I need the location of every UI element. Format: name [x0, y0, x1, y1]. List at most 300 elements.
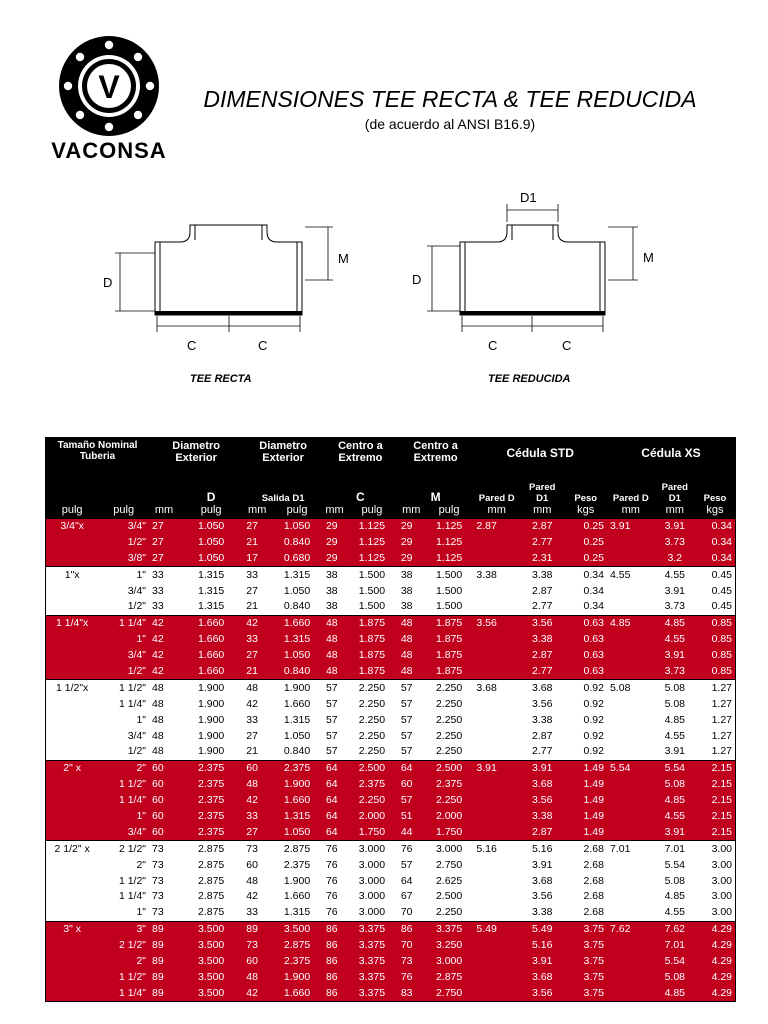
- header-units-row: [46, 504, 736, 519]
- table-cell: 89: [149, 921, 179, 937]
- table-cell: 27: [243, 583, 271, 599]
- table-cell: 60: [149, 809, 179, 825]
- table-cell: 1 1/2": [98, 969, 149, 985]
- table-cell: 2 1/2" x: [46, 841, 99, 857]
- table-cell: [46, 857, 99, 873]
- table-cell: 2.375: [271, 857, 323, 873]
- table-cell: 48: [243, 680, 271, 696]
- table-cell: 1.315: [179, 599, 243, 615]
- table-cell: 1.125: [346, 550, 398, 566]
- table-cell: 2.31: [520, 550, 565, 566]
- table-cell: 57: [323, 696, 346, 712]
- table-cell: 1.315: [271, 632, 323, 648]
- table-cell: 70: [398, 905, 425, 921]
- table-cell: 3.38: [520, 809, 565, 825]
- table-cell: 0.92: [565, 712, 607, 728]
- table-row: [46, 744, 736, 760]
- table-cell: 2.625: [425, 873, 474, 889]
- table-cell: 2.250: [425, 680, 474, 696]
- tee-reducida-diagram: [400, 180, 680, 360]
- table-cell: 2.68: [565, 873, 607, 889]
- table-cell: 57: [398, 744, 425, 760]
- table-cell: 1.050: [271, 824, 323, 840]
- table-row: [46, 841, 736, 857]
- table-cell: 3.00: [695, 857, 736, 873]
- table-cell: 89: [149, 938, 179, 954]
- table-cell: 1.750: [346, 824, 398, 840]
- table-cell: [607, 954, 655, 970]
- header-pared-d1-xs: Pared D1: [655, 482, 695, 504]
- table-cell: 64: [323, 824, 346, 840]
- table-cell: 57: [323, 744, 346, 760]
- table-cell: 3.91: [655, 583, 695, 599]
- table-cell: 2.250: [425, 696, 474, 712]
- table-cell: 67: [398, 889, 425, 905]
- header-diam-ext: Diametro Exterior: [149, 438, 243, 482]
- table-cell: 0.63: [565, 615, 607, 631]
- table-cell: 2.250: [425, 728, 474, 744]
- table-cell: 0.34: [565, 599, 607, 615]
- table-cell: 3.38: [520, 905, 565, 921]
- table-cell: 2.000: [346, 809, 398, 825]
- table-row: [46, 712, 736, 728]
- table-cell: 5.08: [655, 777, 695, 793]
- table-cell: 2.875: [179, 857, 243, 873]
- table-cell: 2.250: [346, 744, 398, 760]
- table-cell: 1 1/4": [98, 696, 149, 712]
- table-cell: 2.750: [425, 857, 474, 873]
- table-cell: [46, 824, 99, 840]
- table-cell: 4.85: [655, 985, 695, 1001]
- table-cell: 2.875: [179, 841, 243, 857]
- table-cell: 1.660: [271, 985, 323, 1001]
- table-cell: 2.375: [179, 760, 243, 776]
- table-cell: 0.34: [695, 550, 736, 566]
- table-cell: 2.15: [695, 777, 736, 793]
- table-cell: 3.56: [473, 615, 520, 631]
- table-cell: 2.87: [520, 583, 565, 599]
- table-cell: 73: [243, 841, 271, 857]
- table-cell: 3.68: [520, 969, 565, 985]
- table-cell: 2.68: [565, 889, 607, 905]
- table-row: [46, 777, 736, 793]
- table-cell: 3.00: [695, 841, 736, 857]
- table-cell: 3.000: [346, 857, 398, 873]
- header-salida-d1: Salida D1: [243, 482, 323, 504]
- table-cell: 0.45: [695, 583, 736, 599]
- table-cell: 1.875: [425, 648, 474, 664]
- table-cell: 3.500: [271, 921, 323, 937]
- table-cell: 33: [243, 632, 271, 648]
- table-cell: 4.85: [655, 712, 695, 728]
- table-cell: 5.16: [520, 938, 565, 954]
- table-cell: 2.68: [565, 857, 607, 873]
- table-cell: 3.2: [655, 550, 695, 566]
- tee-reducida-caption: TEE REDUCIDA: [488, 373, 571, 385]
- table-cell: [473, 550, 520, 566]
- table-cell: 3.73: [655, 664, 695, 680]
- table-cell: 27: [243, 518, 271, 534]
- table-cell: 1.900: [179, 680, 243, 696]
- table-cell: 3.500: [179, 954, 243, 970]
- table-cell: 0.45: [695, 567, 736, 583]
- table-cell: [46, 550, 99, 566]
- table-cell: 0.63: [565, 648, 607, 664]
- table-cell: 48: [149, 680, 179, 696]
- table-cell: [473, 969, 520, 985]
- svg-text:D: D: [103, 275, 113, 290]
- table-cell: 2.375: [271, 954, 323, 970]
- table-cell: 86: [398, 921, 425, 937]
- table-cell: 0.92: [565, 728, 607, 744]
- header-centro-1: Centro a Extremo: [323, 438, 398, 482]
- dimensions-table: [45, 437, 736, 1002]
- table-cell: [473, 857, 520, 873]
- table-cell: 4.55: [607, 567, 655, 583]
- table-cell: 4.85: [607, 615, 655, 631]
- table-cell: 42: [149, 632, 179, 648]
- table-cell: [46, 599, 99, 615]
- table-cell: 33: [243, 567, 271, 583]
- table-cell: [473, 954, 520, 970]
- table-cell: 3.000: [346, 889, 398, 905]
- table-cell: 57: [323, 728, 346, 744]
- table-cell: 29: [323, 534, 346, 550]
- table-cell: [473, 583, 520, 599]
- unit-header: pulg: [346, 504, 398, 519]
- table-cell: 2.375: [179, 793, 243, 809]
- table-cell: [46, 793, 99, 809]
- table-cell: 33: [149, 583, 179, 599]
- table-cell: [46, 938, 99, 954]
- table-cell: 3.500: [179, 969, 243, 985]
- table-cell: 1.49: [565, 777, 607, 793]
- table-cell: 1.125: [346, 534, 398, 550]
- table-cell: [607, 777, 655, 793]
- table-cell: 0.85: [695, 648, 736, 664]
- table-cell: 1 1/4": [98, 985, 149, 1001]
- table-cell: 7.62: [607, 921, 655, 937]
- table-cell: 3.68: [520, 873, 565, 889]
- table-cell: 5.08: [655, 873, 695, 889]
- table-cell: 64: [323, 793, 346, 809]
- table-cell: [607, 696, 655, 712]
- header-row-1: [46, 438, 736, 482]
- table-cell: 3": [98, 921, 149, 937]
- svg-text:V: V: [98, 69, 120, 105]
- table-cell: 1.900: [271, 777, 323, 793]
- table-cell: 3/4": [98, 824, 149, 840]
- table-cell: [46, 583, 99, 599]
- table-cell: 3.38: [520, 632, 565, 648]
- header-cedula-std: Cédula STD: [473, 438, 607, 482]
- table-cell: 3.56: [520, 696, 565, 712]
- table-cell: 3.375: [346, 969, 398, 985]
- table-cell: 73: [243, 938, 271, 954]
- table-cell: [607, 599, 655, 615]
- table-cell: 64: [398, 760, 425, 776]
- table-cell: [473, 777, 520, 793]
- table-cell: 4.85: [655, 615, 695, 631]
- table-cell: 1.660: [271, 889, 323, 905]
- unit-header: pulg: [46, 504, 99, 519]
- table-cell: [607, 632, 655, 648]
- table-cell: 1.125: [425, 534, 474, 550]
- table-cell: 3.38: [473, 567, 520, 583]
- table-cell: 70: [398, 938, 425, 954]
- table-cell: 3.75: [565, 921, 607, 937]
- table-cell: 0.92: [565, 680, 607, 696]
- table-cell: 2.000: [425, 809, 474, 825]
- table-cell: 3.38: [520, 567, 565, 583]
- table-cell: 73: [149, 905, 179, 921]
- table-cell: 1.27: [695, 728, 736, 744]
- table-cell: 48: [398, 648, 425, 664]
- table-cell: 7.01: [655, 938, 695, 954]
- table-cell: [473, 985, 520, 1001]
- table-cell: 0.840: [271, 664, 323, 680]
- table-cell: 1": [98, 905, 149, 921]
- table-cell: 3.91: [520, 857, 565, 873]
- table-cell: 42: [149, 615, 179, 631]
- table-cell: [473, 599, 520, 615]
- table-cell: 3/4": [98, 648, 149, 664]
- table-cell: 1 1/4"x: [46, 615, 99, 631]
- table-cell: 3/8": [98, 550, 149, 566]
- table-cell: 2": [98, 760, 149, 776]
- table-cell: 76: [323, 841, 346, 857]
- table-cell: [46, 954, 99, 970]
- table-cell: 1.315: [271, 567, 323, 583]
- table-row: [46, 728, 736, 744]
- table-cell: 1.900: [179, 696, 243, 712]
- table-cell: 0.85: [695, 615, 736, 631]
- table-cell: 89: [243, 921, 271, 937]
- table-cell: 89: [149, 985, 179, 1001]
- table-cell: 2" x: [46, 760, 99, 776]
- table-row: [46, 857, 736, 873]
- table-cell: 48: [323, 615, 346, 631]
- table-cell: 3.500: [179, 921, 243, 937]
- table-cell: 1.125: [346, 518, 398, 534]
- table-row: [46, 632, 736, 648]
- table-cell: [46, 534, 99, 550]
- table-cell: 33: [149, 567, 179, 583]
- table-cell: [607, 550, 655, 566]
- table-cell: 86: [323, 921, 346, 937]
- table-cell: 38: [323, 567, 346, 583]
- table-cell: 1": [98, 567, 149, 583]
- table-cell: 33: [243, 905, 271, 921]
- unit-header: mm: [520, 504, 565, 519]
- table-cell: 76: [323, 905, 346, 921]
- table-cell: 1": [98, 632, 149, 648]
- table-cell: 1 1/4": [98, 889, 149, 905]
- table-row: [46, 954, 736, 970]
- table-cell: 89: [149, 969, 179, 985]
- table-cell: 4.55: [655, 632, 695, 648]
- table-cell: 2.250: [425, 744, 474, 760]
- table-cell: 3.00: [695, 905, 736, 921]
- table-cell: 38: [323, 599, 346, 615]
- page-title: DIMENSIONES TEE RECTA & TEE REDUCIDA: [203, 86, 697, 112]
- table-cell: 21: [243, 664, 271, 680]
- svg-text:C: C: [488, 338, 498, 353]
- table-cell: 60: [398, 777, 425, 793]
- table-cell: 2.250: [425, 905, 474, 921]
- svg-text:M: M: [643, 250, 654, 265]
- table-cell: [46, 889, 99, 905]
- unit-header: pulg: [271, 504, 323, 519]
- table-cell: 2.77: [520, 534, 565, 550]
- svg-text:D1: D1: [520, 190, 537, 205]
- table-cell: 2.500: [346, 760, 398, 776]
- unit-header: pulg: [98, 504, 149, 519]
- tee-recta-caption: TEE RECTA: [190, 373, 252, 385]
- table-row: [46, 760, 736, 776]
- table-cell: [46, 777, 99, 793]
- table-cell: 1.27: [695, 744, 736, 760]
- table-cell: [607, 889, 655, 905]
- table-cell: 3.56: [520, 615, 565, 631]
- table-cell: 48: [323, 632, 346, 648]
- svg-text:C: C: [562, 338, 572, 353]
- table-cell: 2.250: [425, 712, 474, 728]
- table-cell: 60: [243, 954, 271, 970]
- table-cell: 5.54: [655, 760, 695, 776]
- table-row: [46, 696, 736, 712]
- table-cell: 5.08: [655, 680, 695, 696]
- table-cell: 2.875: [271, 938, 323, 954]
- table-cell: 5.54: [607, 760, 655, 776]
- table-cell: [46, 648, 99, 664]
- svg-text:C: C: [258, 338, 268, 353]
- table-cell: 38: [398, 599, 425, 615]
- table-cell: 3/4"x: [46, 518, 99, 534]
- table-cell: 4.55: [655, 809, 695, 825]
- page-subtitle: (de acuerdo al ANSI B16.9): [364, 116, 536, 132]
- table-cell: [607, 873, 655, 889]
- unit-header: kgs: [695, 504, 736, 519]
- table-cell: 76: [323, 873, 346, 889]
- table-cell: 1.900: [271, 873, 323, 889]
- table-cell: 3.375: [346, 985, 398, 1001]
- table-cell: 1.49: [565, 824, 607, 840]
- table-cell: [473, 664, 520, 680]
- table-cell: 3.56: [520, 889, 565, 905]
- table-cell: 0.34: [695, 534, 736, 550]
- table-cell: 21: [243, 599, 271, 615]
- table-cell: 76: [398, 841, 425, 857]
- table-row: [46, 680, 736, 696]
- table-cell: 1 1/2": [98, 873, 149, 889]
- table-cell: 2.15: [695, 760, 736, 776]
- table-cell: 3.91: [520, 954, 565, 970]
- table-cell: 51: [398, 809, 425, 825]
- table-cell: 1.500: [346, 599, 398, 615]
- header-pared-d1: Pared D1: [520, 482, 565, 504]
- table-cell: 2": [98, 954, 149, 970]
- table-cell: [607, 648, 655, 664]
- table-cell: [473, 534, 520, 550]
- table-cell: 3.75: [565, 985, 607, 1001]
- table-cell: 1": [98, 809, 149, 825]
- table-cell: 0.25: [565, 550, 607, 566]
- table-cell: 1.49: [565, 760, 607, 776]
- table-cell: [473, 938, 520, 954]
- table-cell: 76: [398, 969, 425, 985]
- table-cell: [473, 696, 520, 712]
- table-cell: 1.875: [425, 632, 474, 648]
- table-cell: [607, 664, 655, 680]
- table-cell: 48: [398, 632, 425, 648]
- table-cell: 1 1/4": [98, 615, 149, 631]
- table-row: [46, 583, 736, 599]
- table-cell: 1/2": [98, 664, 149, 680]
- table-cell: 2.250: [346, 728, 398, 744]
- table-cell: 2.875: [179, 873, 243, 889]
- table-cell: 1.49: [565, 809, 607, 825]
- table-cell: 2.68: [565, 905, 607, 921]
- table-cell: 42: [149, 664, 179, 680]
- table-row: [46, 905, 736, 921]
- table-cell: 1.660: [179, 648, 243, 664]
- header-cedula-xs: Cédula XS: [607, 438, 736, 482]
- table-cell: 3.38: [520, 712, 565, 728]
- table-cell: 2.500: [425, 760, 474, 776]
- table-cell: 2": [98, 857, 149, 873]
- table-cell: 3.00: [695, 873, 736, 889]
- table-cell: 2.250: [346, 680, 398, 696]
- table-cell: 42: [243, 985, 271, 1001]
- table-cell: 33: [243, 712, 271, 728]
- table-cell: 4.29: [695, 969, 736, 985]
- table-cell: 4.29: [695, 985, 736, 1001]
- table-cell: 1.050: [271, 518, 323, 534]
- table-cell: 57: [398, 728, 425, 744]
- table-cell: 3.68: [520, 777, 565, 793]
- table-cell: 1.050: [179, 518, 243, 534]
- header-tamano: Tamaño Nominal Tuberia: [46, 438, 150, 482]
- table-cell: 3.75: [565, 938, 607, 954]
- table-cell: 2.875: [425, 969, 474, 985]
- table-cell: 73: [149, 889, 179, 905]
- table-cell: 2.375: [179, 777, 243, 793]
- table-cell: 60: [149, 793, 179, 809]
- table-cell: [46, 809, 99, 825]
- table-cell: [607, 857, 655, 873]
- table-cell: 1"x: [46, 567, 99, 583]
- table-cell: 2.875: [271, 841, 323, 857]
- table-cell: 1.660: [179, 664, 243, 680]
- table-cell: 48: [243, 873, 271, 889]
- unit-header: mm: [149, 504, 179, 519]
- table-cell: 42: [243, 889, 271, 905]
- table-cell: [473, 905, 520, 921]
- table-cell: 4.55: [655, 905, 695, 921]
- table-cell: 3.68: [520, 680, 565, 696]
- table-row: [46, 567, 736, 583]
- table-cell: 2.68: [565, 841, 607, 857]
- table-cell: [607, 969, 655, 985]
- table-cell: 0.63: [565, 632, 607, 648]
- table-cell: 27: [243, 824, 271, 840]
- table-cell: 2.375: [346, 777, 398, 793]
- table-cell: [607, 583, 655, 599]
- unit-header: pulg: [425, 504, 474, 519]
- table-cell: 5.16: [473, 841, 520, 857]
- table-cell: 42: [243, 615, 271, 631]
